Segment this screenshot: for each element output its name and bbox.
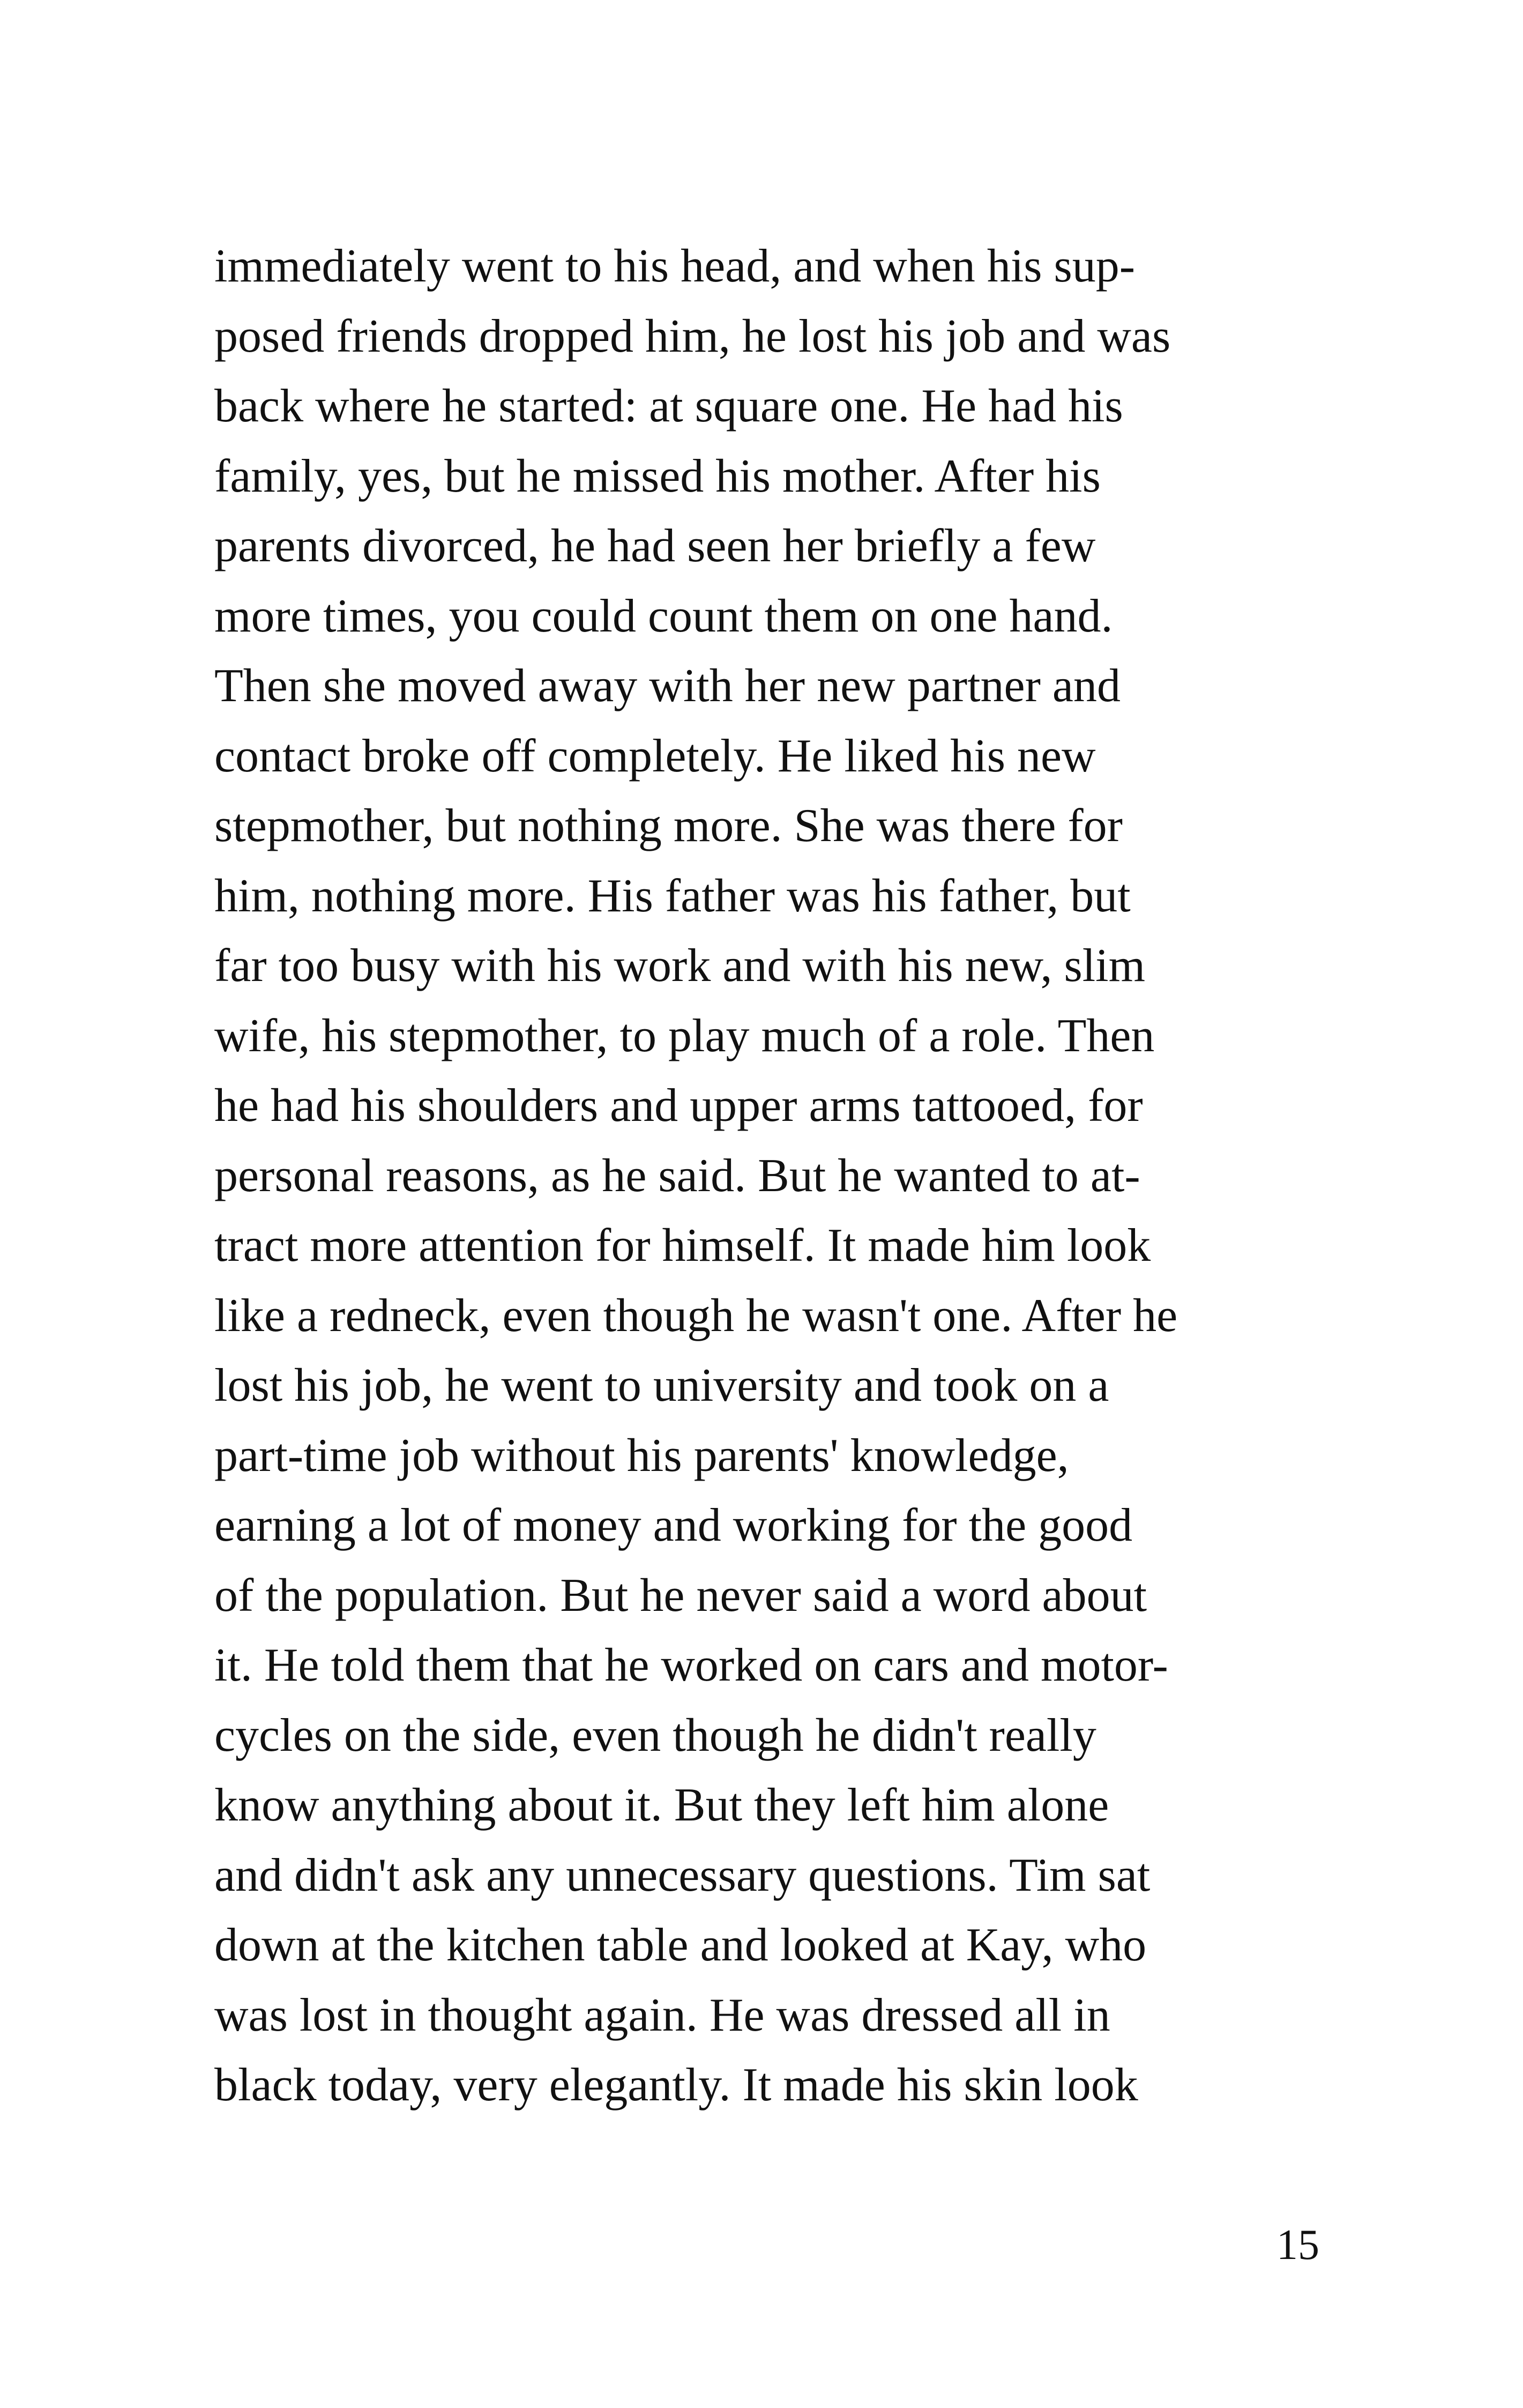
- text-line: lost his job, he went to university and took on a: [214, 1359, 1109, 1411]
- text-line: earning a lot of money and working for the good: [214, 1499, 1133, 1551]
- text-line: black today, very elegantly. It made his skin look: [214, 2059, 1138, 2111]
- text-line: like a redneck, even though he wasn't one. After he: [214, 1289, 1178, 1342]
- text-line: parents divorced, he had seen her briefly a few: [214, 520, 1096, 572]
- text-line: contact broke off completely. He liked his new: [214, 730, 1096, 782]
- text-line: posed friends dropped him, he lost his job and was: [214, 310, 1171, 362]
- text-line: and didn't ask any unnecessary questions. Tim sat: [214, 1849, 1151, 1901]
- page-number: 15: [1276, 2221, 1319, 2269]
- text-line: part-time job without his parents' knowledge,: [214, 1429, 1069, 1482]
- text-line: stepmother, but nothing more. She was there for: [214, 800, 1123, 852]
- text-line: personal reasons, as he said. But he wanted to at-: [214, 1149, 1140, 1202]
- body-text: [214, 232, 1340, 2121]
- text-line: far too busy with his work and with his new, slim: [214, 940, 1146, 992]
- text-line: down at the kitchen table and looked at Kay, who: [214, 1919, 1147, 1971]
- text-line: know anything about it. But they left him alone: [214, 1779, 1109, 1831]
- text-line: of the population. But he never said a word about: [214, 1569, 1147, 1622]
- text-line: was lost in thought again. He was dressed all in: [214, 1989, 1110, 2041]
- text-line: more times, you could count them on one hand.: [214, 590, 1113, 642]
- text-line: family, yes, but he missed his mother. After his: [214, 450, 1101, 502]
- text-line: Then she moved away with her new partner and: [214, 660, 1121, 712]
- text-line: tract more attention for himself. It made him look: [214, 1220, 1151, 1272]
- text-line: back where he started: at square one. He had his: [214, 380, 1123, 432]
- text-line: immediately went to his head, and when his sup-: [214, 240, 1136, 292]
- text-line: cycles on the side, even though he didn't really: [214, 1709, 1096, 1762]
- text-line: wife, his stepmother, to play much of a role. Then: [214, 1009, 1155, 1062]
- text-line: him, nothing more. His father was his father, but: [214, 869, 1131, 922]
- text-line: he had his shoulders and upper arms tattooed, for: [214, 1080, 1143, 1132]
- text-line: it. He told them that he worked on cars and motor-: [214, 1639, 1168, 1691]
